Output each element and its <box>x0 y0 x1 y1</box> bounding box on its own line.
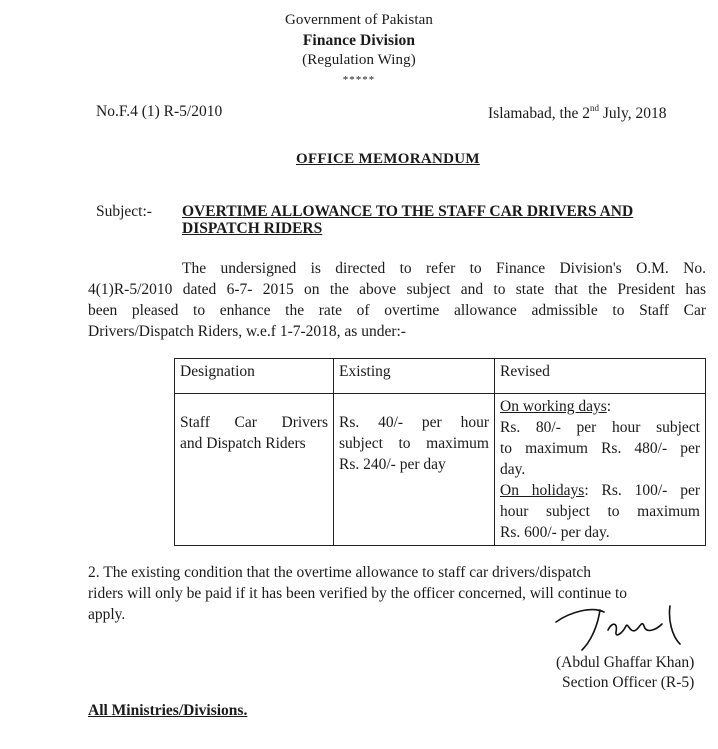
place-date <box>488 105 666 123</box>
place-date-prefix: Islamabad, the 2 <box>488 105 591 122</box>
header-existing: Existing <box>334 359 495 394</box>
holidays-label: On holidays <box>500 482 585 499</box>
file-number: No.F.4 (1) R-5/2010 <box>96 103 223 120</box>
existing-line: subject to maximum <box>339 435 489 452</box>
revised-working-heading <box>500 396 700 417</box>
header-division: Finance Division <box>302 32 416 49</box>
header-separator: ***** <box>342 74 376 86</box>
revised-holiday-line: Rs. 600/- per day. <box>500 524 610 541</box>
date-rest: July, 2018 <box>599 105 667 122</box>
designation-line: Staff Car Drivers <box>180 414 328 431</box>
allowance-table <box>174 358 706 546</box>
recipient: All Ministries/Divisions. <box>88 702 248 719</box>
existing-line: Rs. 240/- per day <box>339 456 446 473</box>
subject-line-1: OVERTIME ALLOWANCE TO THE STAFF CAR DRIVERS AND <box>182 203 634 220</box>
holidays-rest: : Rs. 100/- per <box>584 482 701 499</box>
subject-line-2: DISPATCH RIDERS <box>182 220 323 237</box>
paragraph-1 <box>88 258 706 342</box>
date-suffix: nd <box>590 103 600 113</box>
signatory-name: (Abdul Ghaffar Khan) <box>556 654 695 671</box>
paragraph-1-line-3: been pleased to enhance the rate of overtime allowance admissible to Staff Car <box>88 302 706 319</box>
header-revised: Revised <box>495 359 706 394</box>
header-designation: Designation <box>175 359 334 394</box>
signatory-title: Section Officer (R-5) <box>562 674 695 691</box>
revised-working-line: Rs. 80/- per hour subject <box>500 419 700 436</box>
designation-line: and Dispatch Riders <box>180 435 306 452</box>
revised-cell <box>495 394 706 546</box>
revised-working-line: to maximum Rs. 480/- per <box>500 440 700 457</box>
table-row <box>175 394 706 546</box>
existing-cell <box>334 394 495 546</box>
header-government: Government of Pakistan <box>284 12 433 28</box>
paragraph-1-line-4: Drivers/Dispatch Riders, w.e.f 1-7-2018, as under:- <box>88 323 406 340</box>
header-wing: (Regulation Wing) <box>302 52 416 68</box>
memo-title: OFFICE MEMORANDUM <box>296 151 480 167</box>
working-days-colon: : <box>606 398 612 415</box>
revised-holiday-line: hour subject to maximum <box>500 503 700 520</box>
paragraph-2-line-2: riders will only be paid if it has been verified by the officer concerned, will continue to <box>88 585 628 602</box>
handwritten-signature <box>552 600 692 656</box>
paragraph-2-line-1: 2. The existing condition that the overtime allowance to staff car drivers/dispatch <box>88 564 592 581</box>
revised-holiday-heading <box>500 480 700 501</box>
existing-line: Rs. 40/- per hour <box>339 414 489 431</box>
designation-cell <box>175 394 334 546</box>
table-header-row <box>175 359 706 394</box>
paragraph-1-line-1: The undersigned is directed to refer to Finance Division's O.M. No. <box>182 260 706 277</box>
subject-text <box>182 203 633 237</box>
subject-label: Subject:- <box>96 203 152 220</box>
revised-working-line: day. <box>500 461 526 478</box>
paragraph-1-line-2: 4(1)R-5/2010 dated 6-7- 2015 on the above subject and to state that the President has <box>88 281 706 298</box>
working-days-label: On working days <box>500 398 607 415</box>
paragraph-2-line-3: apply. <box>88 606 126 623</box>
